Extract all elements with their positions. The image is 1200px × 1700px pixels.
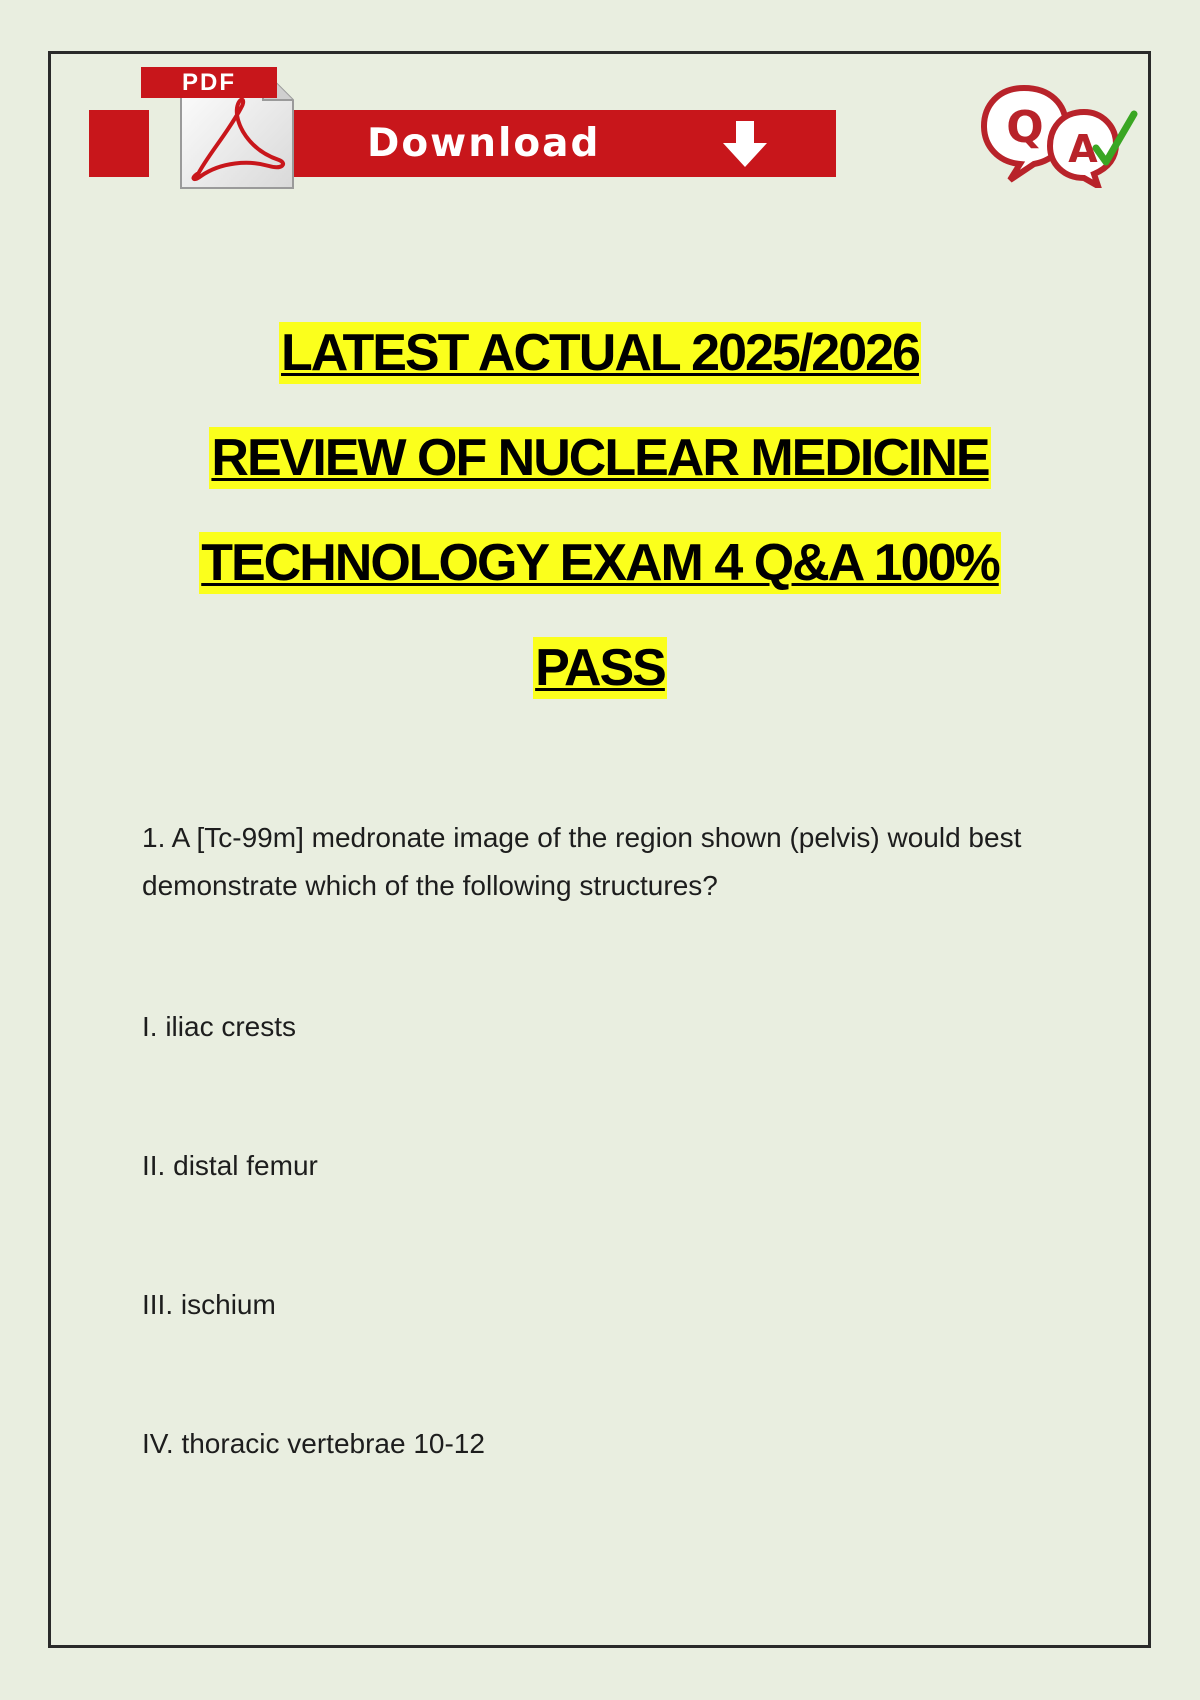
title-line: [60, 418, 1140, 523]
qa-q-letter: Q: [1006, 102, 1044, 153]
title-line: [60, 523, 1140, 628]
title-line-text: REVIEW OF NUCLEAR MEDICINE: [211, 429, 989, 487]
title-line: [60, 628, 1140, 733]
answer-option: IV. thoracic vertebrae 10-12: [142, 1428, 485, 1459]
question-text: 1. A [Tc-99m] medronate image of the region shown (pelvis) would best demonstrate which of the following structures?: [142, 822, 1022, 901]
answer-option: II. distal femur: [142, 1150, 318, 1181]
title-line-text: PASS: [535, 639, 665, 697]
qa-logo: [980, 82, 1140, 188]
download-arrow-icon: [717, 119, 773, 171]
title-line-text: LATEST ACTUAL 2025/2026: [281, 324, 919, 382]
title-line: [60, 313, 1140, 418]
answer-option: III. ischium: [142, 1289, 276, 1320]
answer-option: I. iliac crests: [142, 1011, 297, 1042]
qa-a-letter: A: [1068, 127, 1098, 171]
pdf-download-banner[interactable]: [89, 64, 836, 190]
pdf-document-icon: [137, 64, 297, 190]
title-line-text: TECHNOLOGY EXAM 4 Q&A 100%: [201, 534, 999, 592]
pdf-tag: PDF: [141, 67, 277, 98]
download-label: Download: [367, 121, 601, 166]
document-title: [60, 313, 1140, 733]
